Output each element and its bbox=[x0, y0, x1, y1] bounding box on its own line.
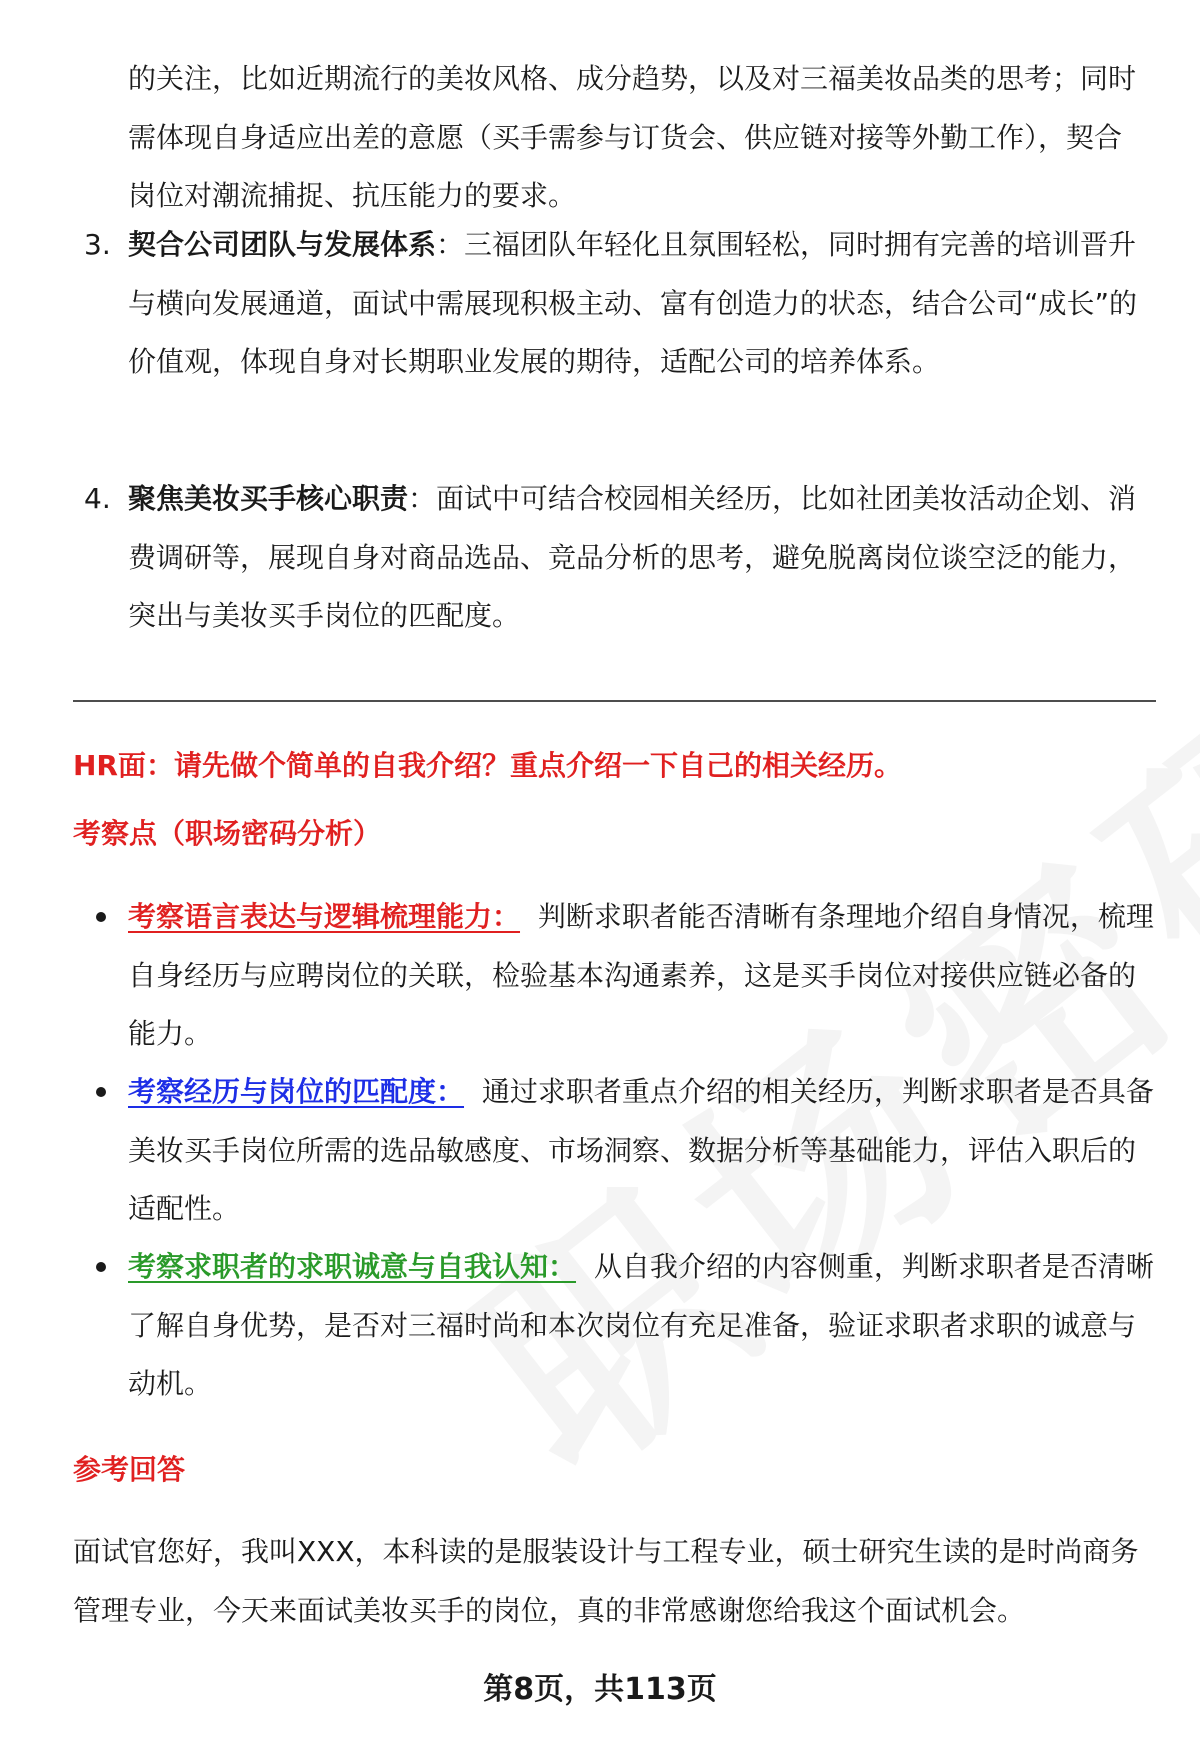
intro-continuation-paragraph: 的关注，比如近期流行的美妆风格、成分趋势，以及对三福美妆品类的思考；同时需体现自身适应出差的意愿（买手需参与订货会、供应链对接等外勤工作），契合岗位对潮流捕捉、抗压能力的要求。 bbox=[128, 62, 1137, 212]
analysis-point bbox=[128, 1238, 1158, 1414]
list-item-text: ：面试中可结合校园相关经历，比如社团美妆活动企划、消费调研等，展现自身对商品选品、竞品分析的思考，避免脱离岗位谈空泛的能力，突出与美妆买手岗位的匹配度。 bbox=[128, 482, 1137, 632]
analysis-point-text: 通过求职者重点介绍的相关经历，判断求职者是否具备美妆买手岗位所需的选品敏感度、市场洞察、数据分析等基础能力，评估入职后的适配性。 bbox=[128, 1075, 1154, 1225]
list-item-title: 聚焦美妆买手核心职责 bbox=[128, 482, 409, 515]
page-footer: 第8页，共113页 bbox=[483, 1672, 717, 1707]
analysis-heading: 考察点（职场密码分析） bbox=[73, 817, 382, 850]
bullet-dot bbox=[96, 1262, 106, 1272]
list-item bbox=[128, 470, 1158, 646]
answer-paragraph: 面试官您好，我叫XXX，本科读的是服装设计与工程专业，硕士研究生读的是时尚商务管理专业，今天来面试美妆买手的岗位，真的非常感谢您给我这个面试机会。 bbox=[73, 1535, 1139, 1627]
bullet-dot bbox=[96, 912, 106, 922]
answer-heading: 参考回答 bbox=[73, 1453, 186, 1486]
list-number: 4. bbox=[84, 482, 111, 515]
analysis-point-text: 从自我介绍的内容侧重，判断求职者是否清晰了解自身优势，是否对三福时尚和本次岗位有充足准备，验证求职者求职的诚意与动机。 bbox=[128, 1250, 1154, 1400]
list-item-title: 契合公司团队与发展体系 bbox=[128, 228, 437, 261]
list-item-text: ：三福团队年轻化且氛围轻松，同时拥有完善的培训晋升与横向发展通道，面试中需展现积极主动、富有创造力的状态，结合公司“成长”的价值观，体现自身对长期职业发展的期待，适配公司的培养体系。 bbox=[128, 228, 1138, 378]
analysis-point-title: 考察语言表达与逻辑梳理能力： bbox=[128, 900, 521, 933]
analysis-point-title: 考察经历与岗位的匹配度： bbox=[128, 1075, 465, 1108]
analysis-point bbox=[128, 888, 1158, 1064]
analysis-point bbox=[128, 1063, 1158, 1239]
list-item bbox=[128, 216, 1158, 392]
analysis-point-title: 考察求职者的求职诚意与自我认知： bbox=[128, 1250, 577, 1283]
list-number: 3. bbox=[84, 228, 111, 261]
interview-question: HR面：请先做个简单的自我介绍？重点介绍一下自己的相关经历。 bbox=[73, 749, 902, 782]
analysis-point-text: 判断求职者能否清晰有条理地介绍自身情况，梳理自身经历与应聘岗位的关联，检验基本沟通素养，这是买手岗位对接供应链必备的能力。 bbox=[128, 900, 1154, 1050]
section-divider bbox=[73, 700, 1156, 702]
bullet-dot bbox=[96, 1087, 106, 1097]
